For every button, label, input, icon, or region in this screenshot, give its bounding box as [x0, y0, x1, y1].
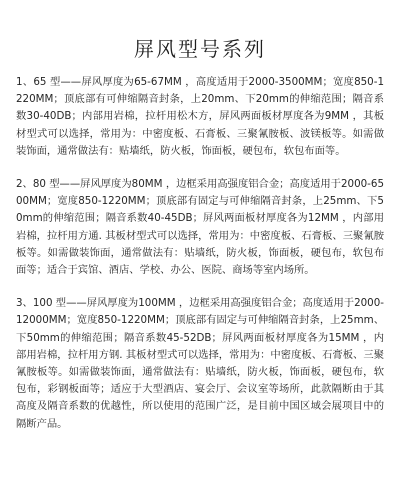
paragraph-65-model: 1、65 型——屏风厚度为65-67MM ，高度适用于2000-3500MM；宽度850-1220MM；顶底部有可伸缩隔音封条，上20mm、下20mm的伸缩范围；隔音系数30-40DB；内部用岩棉，拉杆用松木方，屏风两面板材厚度各为9MM ，其板材型式可以选择，常用为：中密度板、石膏板、三聚氰胺板、波镁板等。如需做装饰面，通常做法有：贴墙纸，防火板，饰面板，硬包布，软包布面等。: [16, 76, 384, 157]
paragraph-100-model: 3、100 型——屏风厚度为100MM ，边框采用高强度铝合金；高度适用于2000-12000MM；宽度850-1220MM；顶底部有固定与可伸缩隔音封条，上25mm、下50mm的伸缩范围；隔音系数45-52DB；屏风两面板材厚度各为15MM ，内部用岩棉，拉杆用方钢. 其板材型式可以选择，常用为：中密度板、石膏板、三聚氰胺板等。如需做装饰面，通常做法有：贴墙纸，防火板，饰面板，硬包布，软包布，彩钢板面等；适应于大型酒店、宴会厅、会议室等场所，此款隔断由于其高度及隔音系数的优越性，所以使用的范围广泛，是目前中国区域会展项目中的隔断产品。: [16, 297, 384, 430]
document-title: 屏风型号系列: [134, 37, 266, 61]
paragraph-80-model: 2、80 型——屏风厚度为80MM ，边框采用高强度铝合金；高度适用于2000-6500MM；宽度850-1220MM；顶底部有固定与可伸缩隔音封条，上25mm、下50mm的伸缩范围；隔音系数40-45DB；屏风两面板材厚度各为12MM ，内部用岩棉，拉杆用方通. 其板材型式可以选择，常用为：中密度板、石膏板、三聚氰胺板等。如需做装饰面，通常做法有：贴墙纸，防火板，饰面板，硬包布，软包布面等；适合于宾馆、酒店、学校、办公、医院、商场等室内场所。: [16, 178, 384, 277]
